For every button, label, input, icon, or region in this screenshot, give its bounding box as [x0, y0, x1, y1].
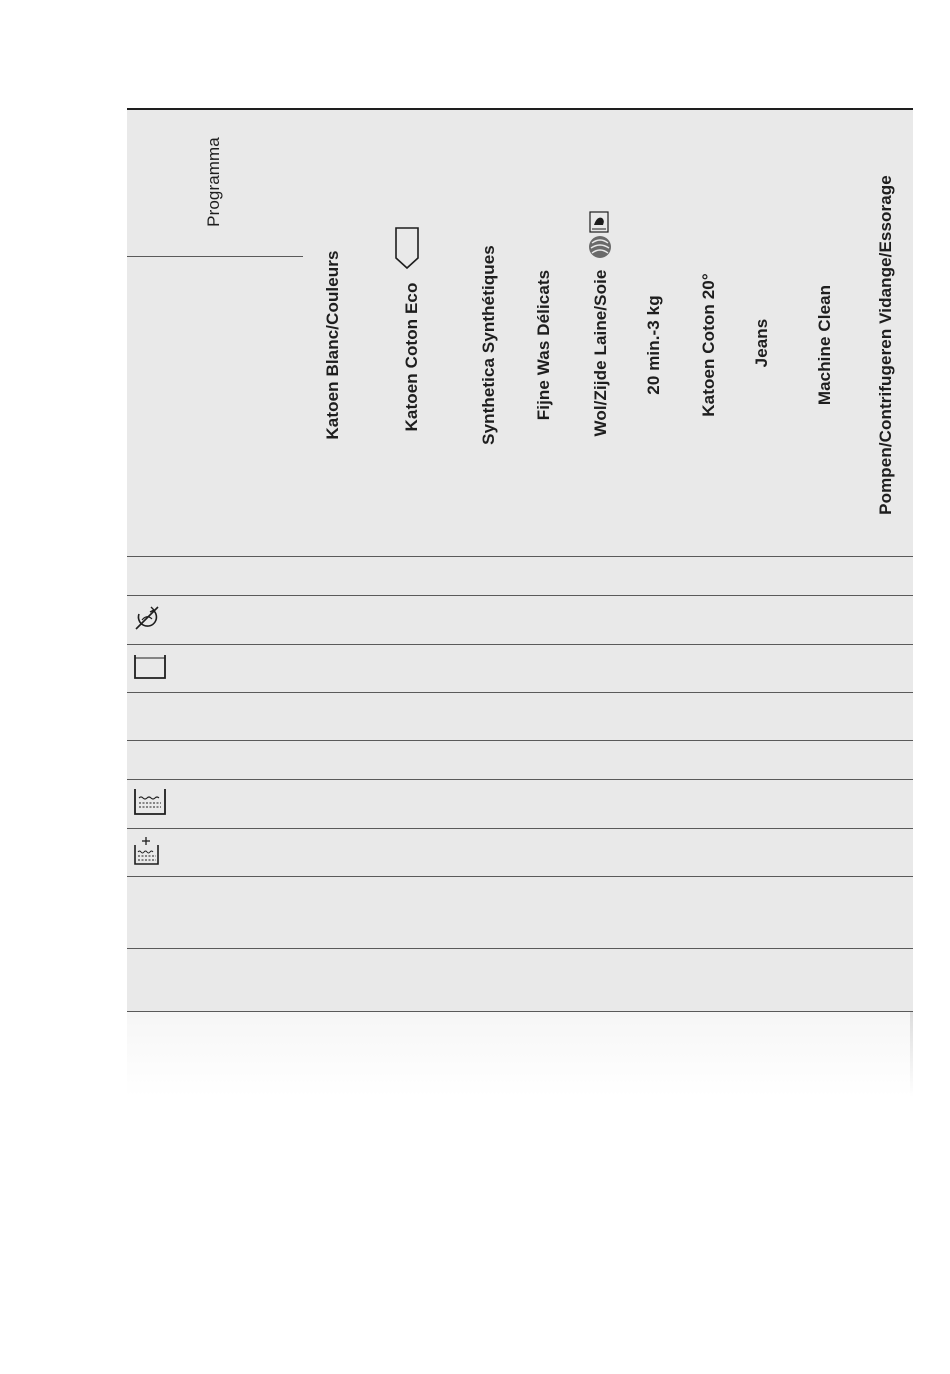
- row-divider: [127, 948, 913, 949]
- program-fijne-was-delicats: Fijne Was Délicats: [534, 269, 553, 421]
- prewash-icon: [133, 654, 167, 680]
- header-divider: [127, 256, 303, 257]
- table-fade: [127, 1012, 913, 1097]
- program-20-min-3kg: 20 min.-3 kg: [644, 295, 663, 395]
- program-jeans: Jeans: [752, 318, 771, 368]
- row-divider: [127, 692, 913, 693]
- row-divider: [127, 779, 913, 780]
- program-machine-clean: Machine Clean: [815, 284, 834, 406]
- programma-header: Programma: [204, 137, 223, 227]
- table-fade-edge: [910, 1012, 913, 1097]
- woolmark-icon: [587, 234, 613, 260]
- eco-tag-icon: [394, 226, 420, 270]
- extra-rinse-icon: [133, 836, 161, 866]
- program-synthetica-synthetiques: Synthetica Synthétiques: [479, 245, 498, 445]
- row-divider: [127, 1011, 913, 1012]
- program-options-table: [127, 108, 913, 1014]
- program-wol-zijde-laine-soie: Wol/Zijde Laine/Soie: [591, 269, 610, 437]
- rinse-icon: [133, 788, 167, 816]
- program-pompen-centrifugeren: Pompen/Contrifugeren Vidange/Essorage: [876, 175, 895, 515]
- program-katoen-coton-20: Katoen Coton 20°: [699, 273, 718, 417]
- row-divider: [127, 556, 913, 557]
- program-katoen-blanc-couleurs: Katoen Blanc/Couleurs: [323, 250, 342, 440]
- row-divider: [127, 644, 913, 645]
- row-divider: [127, 828, 913, 829]
- row-divider: [127, 876, 913, 877]
- hand-wash-icon: [588, 210, 610, 234]
- program-katoen-coton-eco: Katoen Coton Eco: [402, 282, 421, 432]
- no-spin-icon: [133, 604, 161, 632]
- row-divider: [127, 740, 913, 741]
- row-divider: [127, 595, 913, 596]
